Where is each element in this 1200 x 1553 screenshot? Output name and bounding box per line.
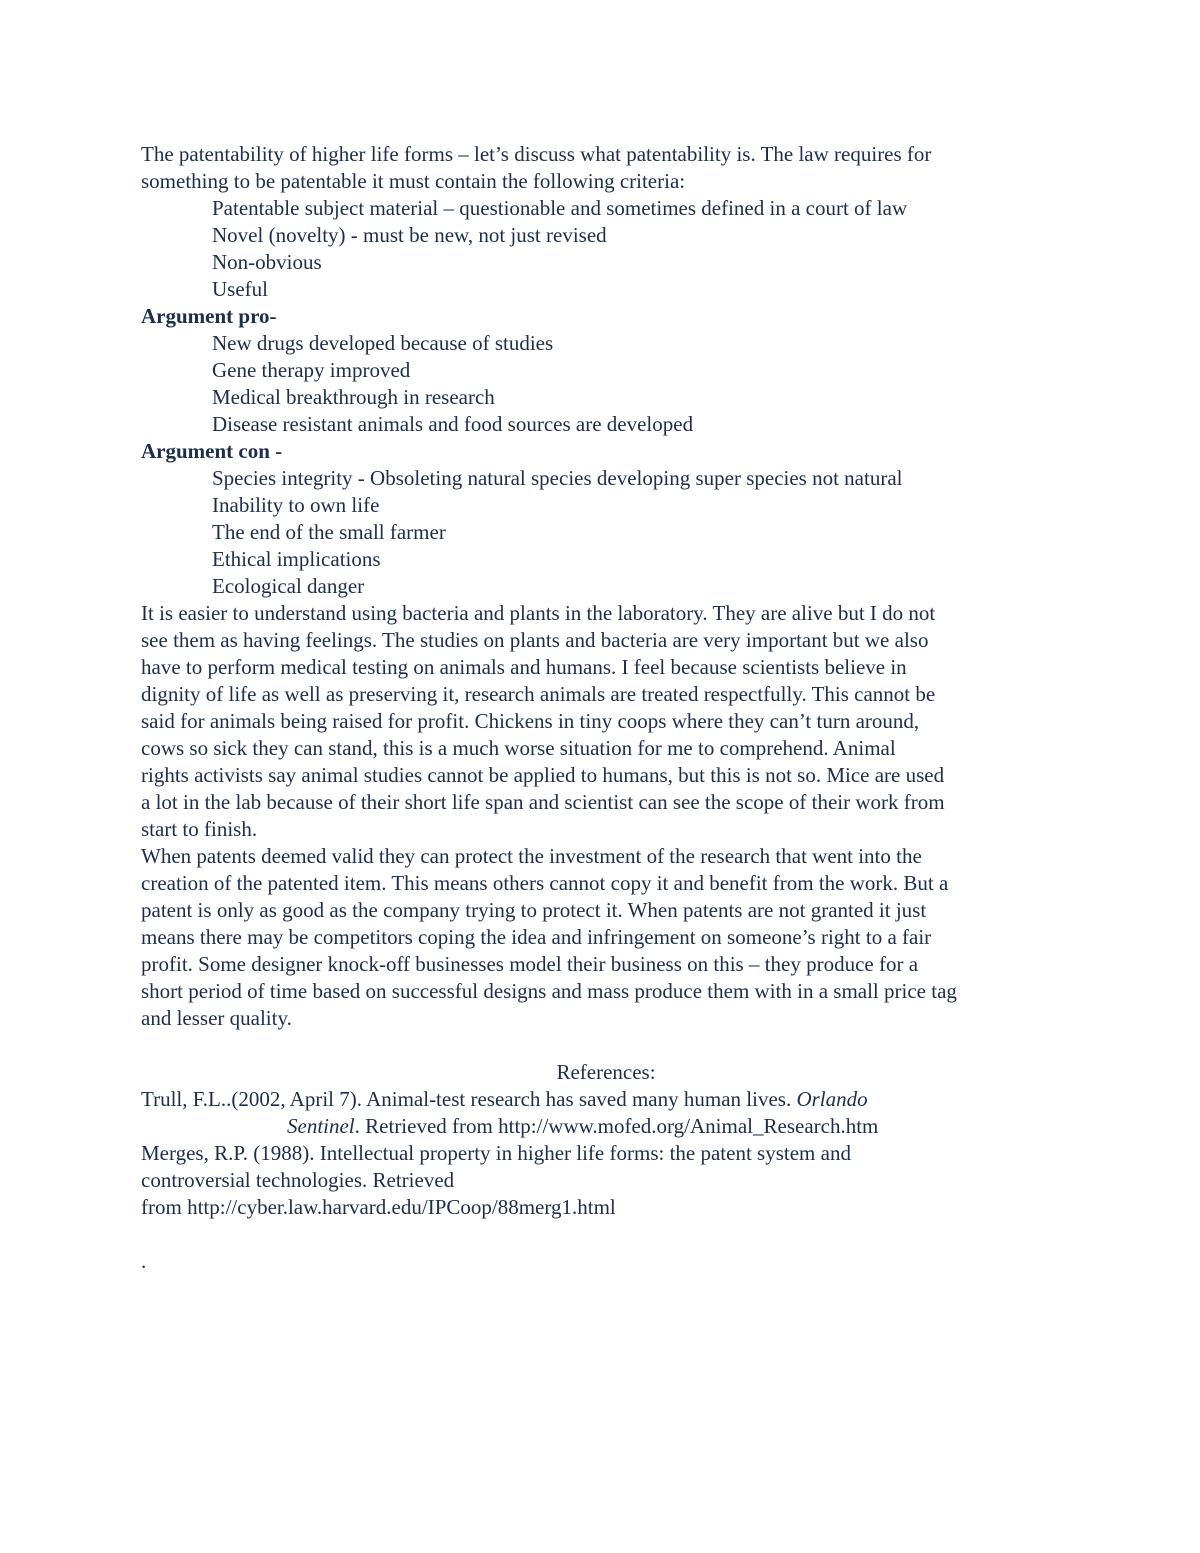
trailing-dot: . [141,1249,147,1273]
argument-con-item: Inability to own life [212,493,380,517]
body-paragraph-patents [141,843,1071,1032]
paragraph-line: cows so sick they can stand, this is a much worse situation for me to comprehend. Animal [141,736,896,760]
argument-pro-item: Gene therapy improved [212,358,411,382]
criteria-item: Useful [212,277,268,301]
argument-pro-section [141,303,1071,438]
paragraph-line: creation of the patented item. This means others cannot copy it and benefit from the work. But a [141,871,949,895]
paragraph-line: means there may be competitors coping the idea and infringement on someone’s right to a fair [141,925,932,949]
paragraph-line: short period of time based on successful designs and mass produce them with in a small price tag [141,979,957,1003]
criteria-item: Novel (novelty) - must be new, not just revised [212,223,607,247]
paragraph-line: profit. Some designer knock-off businesses model their business on this – they produce for a [141,952,919,976]
intro-line: The patentability of higher life forms – let’s discuss what patentability is. The law requires for [141,142,932,166]
argument-pro-item: Medical breakthrough in research [212,385,495,409]
paragraph-line: a lot in the lab because of their short life span and scientist can see the scope of their work from [141,790,945,814]
paragraph-line: patent is only as good as the company trying to protect it. When patents are not granted it just [141,898,927,922]
argument-pro-item: Disease resistant animals and food sources are developed [212,412,694,436]
criteria-item: Non-obvious [212,250,322,274]
reference-entry-merges: controversial technologies. Retrieved [141,1168,455,1192]
paragraph-line: and lesser quality. [141,1006,292,1030]
intro-paragraph [141,141,1071,195]
criteria-item: Patentable subject material – questionable and sometimes defined in a court of law [212,196,908,220]
reference-journal: Orlando [796,1087,868,1111]
reference-entry-merges: Merges, R.P. (1988). Intellectual property in higher life forms: the patent system and [141,1141,851,1165]
intro-line: something to be patentable it must contain the following criteria: [141,169,686,193]
paragraph-line: start to finish. [141,817,258,841]
reference-journal: Sentinel [287,1114,355,1138]
reference-entry-trull-continued [141,1113,1071,1140]
argument-con-item: The end of the small farmer [212,520,446,544]
argument-con-section [141,438,1071,600]
paragraph-line: have to perform medical testing on animals and humans. I feel because scientists believe in [141,655,907,679]
argument-con-item: Ethical implications [212,547,381,571]
criteria-list [141,195,1071,303]
paragraph-line: It is easier to understand using bacteria and plants in the laboratory. They are alive but I do not [141,601,936,625]
argument-con-item: Ecological danger [212,574,365,598]
references-title: References: [556,1060,656,1084]
reference-entry-trull [141,1086,1071,1113]
reference-text: Trull, F.L..(2002, April 7). Animal-test research has saved many human lives. [141,1087,797,1111]
argument-con-heading: Argument con - [141,439,283,463]
paragraph-line: see them as having feelings. The studies on plants and bacteria are very important but we also [141,628,929,652]
argument-pro-heading: Argument pro- [141,304,277,328]
argument-pro-item: New drugs developed because of studies [212,331,554,355]
reference-link-text: . Retrieved from http://www.mofed.org/Animal_Research.htm [354,1114,879,1138]
paragraph-line: When patents deemed valid they can protect the investment of the research that went into the [141,844,922,868]
paragraph-line: dignity of life as well as preserving it, research animals are treated respectfully. This cannot be [141,682,936,706]
document-body [141,141,1071,1275]
references-section [141,1059,1071,1275]
paragraph-line: said for animals being raised for profit. Chickens in tiny coops where they can’t turn around, [141,709,920,733]
reference-link-text: from http://cyber.law.harvard.edu/IPCoop/88merg1.html [141,1195,616,1219]
argument-con-item: Species integrity - Obsoleting natural species developing super species not natural [212,466,903,490]
body-paragraph-research [141,600,1071,843]
paragraph-line: rights activists say animal studies cannot be applied to humans, but this is not so. Mice are used [141,763,945,787]
